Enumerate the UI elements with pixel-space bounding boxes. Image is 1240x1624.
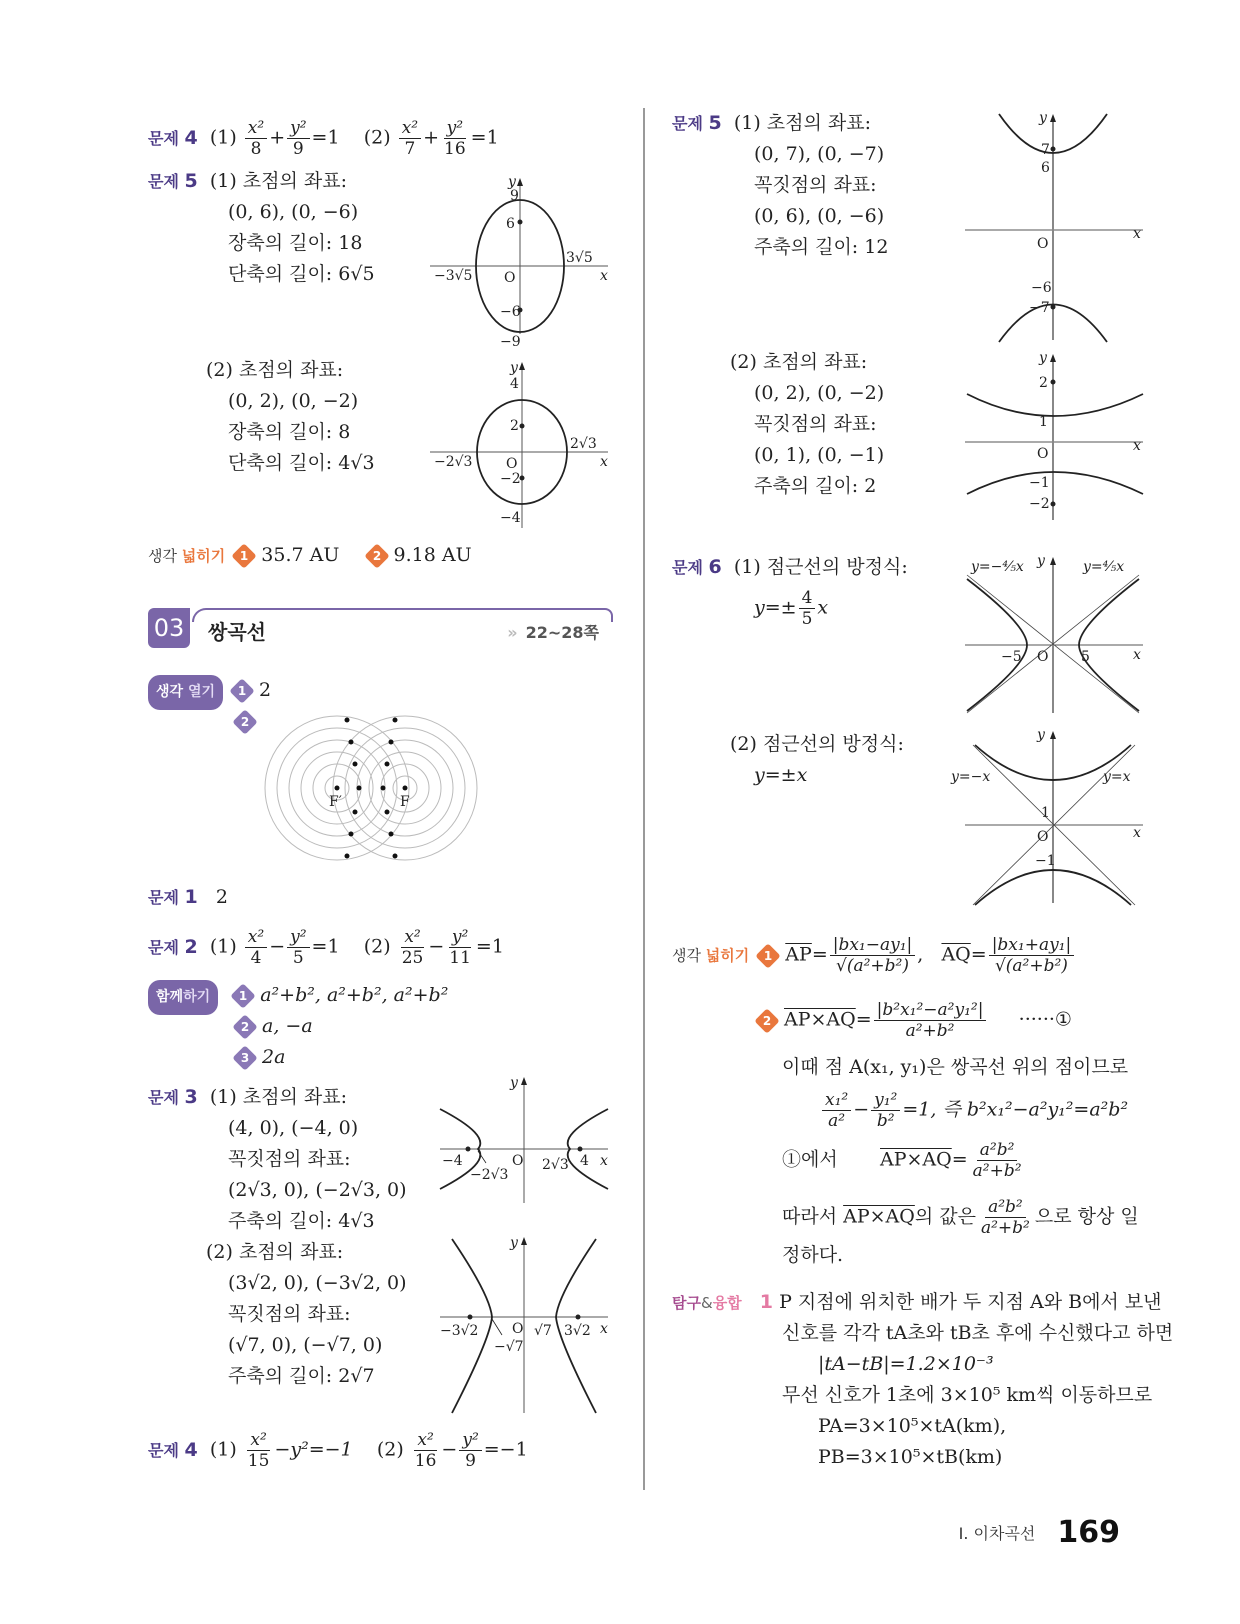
answer-line: 꼭짓점의 좌표: <box>228 1303 351 1325</box>
answer-line: (0, 6), (0, −6) <box>228 201 359 223</box>
svg-text:O: O <box>512 1153 524 1169</box>
concentric-circles-figure <box>255 710 485 860</box>
number-1-icon: 1 <box>232 543 257 568</box>
svg-text:O: O <box>504 270 516 286</box>
answer-line: 주축의 길이: 4√3 <box>228 1210 375 1232</box>
part-tag: (1) <box>209 1086 237 1108</box>
asymptote-eq-1: y=± $\frac{4}{5}$ x <box>754 588 829 629</box>
svg-text:−√7: −√7 <box>494 1339 524 1355</box>
part-tag: (2) <box>206 1241 233 1263</box>
svg-text:−2√3: −2√3 <box>434 454 473 470</box>
svg-text:F: F <box>400 794 410 810</box>
answer: 2 <box>215 886 228 908</box>
answer-line: (2√3, 0), (−2√3, 0) <box>228 1179 407 1201</box>
question-label: 문제 6 <box>672 556 722 578</box>
svg-text:x: x <box>1133 226 1141 242</box>
svg-text:y=x: y=x <box>1103 769 1131 785</box>
svg-text:4: 4 <box>510 376 519 392</box>
svg-text:2√3: 2√3 <box>542 1157 569 1173</box>
explanation-conclusion: 따라서 AP×AQ의 값은 $\frac{\text{a²b²}}{\text{a²+b²}}$ 으로 항상 일 <box>782 1197 1139 1238</box>
expand-label: 생각 넓히기 <box>672 946 750 965</box>
hyperbola-graph-4 <box>965 352 1145 522</box>
part-tag: (2) <box>730 733 757 755</box>
question-label: 문제 5 <box>148 170 198 192</box>
answer-line: (0, 2), (0, −2) <box>754 382 885 404</box>
svg-text:x: x <box>1133 825 1141 841</box>
number-3-icon: 3 <box>232 1045 257 1070</box>
svg-text:−2√3: −2√3 <box>470 1167 509 1183</box>
hyperbola-graph-3 <box>965 112 1145 342</box>
answer-line: (3√2, 0), (−3√2, 0) <box>228 1272 407 1294</box>
q6-part2: (2) 점근선의 방정식: <box>730 733 904 755</box>
svg-text:−5: −5 <box>1001 649 1022 665</box>
explore-line: PA=3×10⁵×tA(km), <box>818 1415 1007 1437</box>
fraction: $\frac{\text{x²}}{7}$ <box>399 118 421 159</box>
question-label: 문제 5 <box>672 112 722 134</box>
svg-text:y: y <box>510 360 518 376</box>
svg-text:y: y <box>1039 110 1047 126</box>
svg-text:y: y <box>510 1235 518 1251</box>
answer-line: 주축의 길이: 2√7 <box>228 1365 375 1387</box>
part-tag: (2) <box>206 359 233 381</box>
answer-line: 단축의 길이: 6√5 <box>228 263 375 285</box>
svg-text:y=−⁴⁄₅x: y=−⁴⁄₅x <box>971 559 1024 575</box>
svg-text:−3√2: −3√2 <box>440 1323 479 1339</box>
svg-text:F′: F′ <box>329 794 342 810</box>
svg-text:5: 5 <box>1081 649 1090 665</box>
asymptote-graph-2 <box>945 725 1145 905</box>
part-tag: (2) <box>363 126 391 149</box>
answer-line: (0, 1), (0, −1) <box>754 444 885 466</box>
q1 <box>148 882 228 913</box>
together-badge: 함께하기 <box>148 980 218 1015</box>
svg-text:−6: −6 <box>1031 280 1052 296</box>
hyperbola-graph-1 <box>440 1075 610 1205</box>
number-2-icon: 2 <box>232 1014 257 1039</box>
q3-part2: (2) 초점의 좌표: <box>206 1241 344 1263</box>
answer-line: 장축의 길이: 8 <box>228 421 351 443</box>
svg-text:2: 2 <box>1039 375 1048 391</box>
part-tag: (1) <box>209 126 237 149</box>
chapter-title: Ⅰ. 이차곡선 <box>958 1524 1036 1543</box>
fraction: $\frac{\text{y²}}{16}$ <box>444 118 466 159</box>
svg-text:6: 6 <box>1041 160 1050 176</box>
section-number: 03 <box>148 608 190 648</box>
svg-text:√7: √7 <box>534 1323 552 1339</box>
svg-text:3√5: 3√5 <box>566 250 593 266</box>
explore-line: PB=3×10⁵×tB(km) <box>818 1446 1003 1468</box>
number-1-icon: 1 <box>756 943 781 968</box>
asymptote-eq-2: y=±x <box>754 764 808 786</box>
svg-text:y: y <box>1039 350 1047 366</box>
part-tag: (1) <box>209 935 237 958</box>
number-2-icon: 2 <box>754 1008 779 1033</box>
explanation-line: 이때 점 A(x₁, y₁)은 쌍곡선 위의 점이므로 <box>782 1056 1129 1078</box>
answer-line: (0, 7), (0, −7) <box>754 143 885 165</box>
answer-line: (0, 2), (0, −2) <box>228 390 359 412</box>
part-tag: (1) <box>209 170 237 192</box>
together: 함께하기 1 a²+b², a²+b², a²+b² <box>148 980 448 1015</box>
svg-text:y: y <box>1037 553 1045 569</box>
answer-line: 주축의 길이: 12 <box>754 236 889 258</box>
column-divider <box>643 108 645 1490</box>
svg-text:−1: −1 <box>1029 475 1050 491</box>
explore-line: 무선 신호가 1초에 3×10⁵ km씩 이동하므로 <box>782 1384 1153 1406</box>
svg-text:x: x <box>600 268 608 284</box>
expand-thinking-right-2: 2 AP×AQ= $\frac{\text{|b²x₁²−a²y₁²|}}{\text{a²+b²}}$ ······① <box>754 1000 1072 1041</box>
answer-line: 꼭짓점의 좌표: <box>228 1148 351 1170</box>
answer-line: 주축의 길이: 2 <box>754 475 877 497</box>
part-tag: (2) <box>363 935 391 958</box>
answer-line: 초점의 좌표: <box>242 170 348 192</box>
part-tag: (2) <box>376 1438 404 1461</box>
number-1-icon: 1 <box>230 983 255 1008</box>
svg-text:x: x <box>1133 438 1141 454</box>
explanation-conclusion-end: 정하다. <box>782 1244 844 1266</box>
q5-right-part2: (2) 초점의 좌표: <box>730 351 868 373</box>
svg-text:−7: −7 <box>1029 300 1050 316</box>
question-label: 문제 4 <box>148 1438 198 1461</box>
question-label: 문제 2 <box>148 935 198 958</box>
chevron-right-icon: » <box>507 623 518 642</box>
explore-fusion: 탐구&융합 1 P 지점에 위치한 배가 두 지점 A와 B에서 보낸 <box>672 1291 1162 1313</box>
section-header <box>148 608 613 648</box>
section-title: 쌍곡선 <box>208 620 266 644</box>
svg-text:O: O <box>506 456 518 472</box>
q3: 문제 3 (1) 초점의 좌표: <box>148 1086 348 1108</box>
svg-text:1: 1 <box>1041 805 1050 821</box>
explore-line: 신호를 각각 tA초와 tB초 후에 수신했다고 하면 <box>782 1322 1174 1344</box>
svg-text:O: O <box>1037 829 1049 845</box>
fraction: $\frac{\text{y²}}{9}$ <box>287 118 309 159</box>
number-1-icon: 1 <box>229 678 254 703</box>
svg-text:−1: −1 <box>1035 853 1056 869</box>
q6: 문제 6 (1) 점근선의 방정식: <box>672 556 908 578</box>
number-2-icon: 2 <box>232 709 257 734</box>
q5-left-part2 <box>206 355 343 386</box>
q5-left <box>148 166 347 197</box>
svg-text:−2: −2 <box>1029 496 1050 512</box>
svg-text:−2: −2 <box>500 471 521 487</box>
answer-line: (4, 0), (−4, 0) <box>228 1117 359 1139</box>
svg-text:x: x <box>1133 647 1141 663</box>
svg-text:O: O <box>1037 446 1049 462</box>
ellipse-graph-1 <box>430 174 610 350</box>
explore-line: |tA−tB|=1.2×10⁻³ <box>818 1353 994 1375</box>
explanation-result: ①에서 AP×AQ= $\frac{\text{a²b²}}{\text{a²+b²}}$ <box>782 1140 1022 1181</box>
svg-text:−6: −6 <box>500 304 521 320</box>
svg-text:4: 4 <box>580 1153 589 1169</box>
q4-hyperbola: 문제 4 (1) $\frac{\text{x²}}{15}$ −y²=−1 (2) $\frac{\text{x²}}{16}$ − $\frac{\text{y²}}{9}$ =−1 <box>148 1430 528 1471</box>
svg-text:9: 9 <box>510 188 519 204</box>
part-tag: (1) <box>733 112 761 134</box>
svg-text:−3√5: −3√5 <box>434 268 473 284</box>
svg-text:−4: −4 <box>500 510 521 526</box>
svg-text:−9: −9 <box>500 334 521 350</box>
svg-text:6: 6 <box>506 216 515 232</box>
svg-text:y: y <box>510 1075 518 1091</box>
part-tag: (1) <box>733 556 761 578</box>
svg-text:y: y <box>1037 727 1045 743</box>
ellipse-graph-2 <box>430 360 610 530</box>
svg-text:O: O <box>1037 236 1049 252</box>
open-thinking-badge: 생각 열기 <box>148 675 223 710</box>
q2: 문제 2 (1) $\frac{\text{x²}}{4}$ − $\frac{\text{y²}}{5}$ =1 (2) $\frac{\text{x²}}{25}$ − $\frac{\text{y²}}{11}$ =1 <box>148 927 504 968</box>
svg-text:O: O <box>512 1321 524 1337</box>
open-thinking: 생각 열기 1 2 <box>148 675 271 710</box>
part-tag: (1) <box>209 1438 237 1461</box>
number-2-icon: 2 <box>364 543 389 568</box>
part-tag: (2) <box>730 351 757 373</box>
explore-number: 1 <box>759 1291 774 1313</box>
hyperbola-graph-2 <box>440 1235 610 1415</box>
answer-line: 장축의 길이: 18 <box>228 232 363 254</box>
page-number: 169 <box>1057 1515 1120 1550</box>
svg-text:y=−x: y=−x <box>951 769 991 785</box>
answer-line: 단축의 길이: 4√3 <box>228 452 375 474</box>
expand-thinking-right-1: 생각 넓히기 1 $\overline{AP}=$ $\frac{\text{|bx₁−ay₁|}}{\text{√(a²+b²)}}$ , $\overline{AQ}=$ $\frac{\text{|bx₁+ay₁|}}{\text{√(a²+b²)}}$ <box>672 935 1076 976</box>
svg-text:x: x <box>600 454 608 470</box>
question-label: 문제 3 <box>148 1086 198 1108</box>
svg-text:x: x <box>600 1153 608 1169</box>
q4-ellipse: 문제 4 (1) $\frac{\text{x²}}{8}$ + $\frac{\text{y²}}{9}$ =1 (2) $\frac{\text{x²}}{7}$ + $\frac{\text{y²}}{16}$ =1 <box>148 118 499 159</box>
page-footer <box>959 1515 1120 1550</box>
answer-line: 초점의 좌표: <box>238 359 344 381</box>
svg-text:O: O <box>1037 649 1049 665</box>
asymptote-graph-1 <box>965 555 1145 715</box>
answer-line: 꼭짓점의 좌표: <box>754 413 877 435</box>
explore-label: 탐구&융합 <box>672 1294 742 1312</box>
svg-text:3√2: 3√2 <box>564 1323 591 1339</box>
svg-text:y: y <box>508 174 516 190</box>
together-item-2: 2 a, −a <box>232 1011 313 1042</box>
expand-thinking-left: 생각 넓히기 1 35.7 AU 2 9.18 AU <box>148 540 472 572</box>
svg-text:2: 2 <box>510 418 519 434</box>
fraction: $\frac{\text{x²}}{8}$ <box>245 118 267 159</box>
svg-text:2√3: 2√3 <box>570 436 597 452</box>
question-label: 문제 1 <box>148 886 198 908</box>
explanation-eq: $\frac{\text{x₁²}}{\text{a²}}$ − $\frac{\text{y₁²}}{\text{b²}}$ =1, 즉 b²x₁²−a²y₁²=a²b² <box>820 1090 1128 1131</box>
svg-text:y=⁴⁄₅x: y=⁴⁄₅x <box>1083 559 1125 575</box>
answer-line: 꼭짓점의 좌표: <box>754 174 877 196</box>
question-label: 문제 4 <box>148 126 198 149</box>
answer-line: (0, 6), (0, −6) <box>754 205 885 227</box>
together-item-3: 3 2a <box>232 1042 285 1073</box>
svg-text:7: 7 <box>1041 142 1050 158</box>
q5-right: 문제 5 (1) 초점의 좌표: <box>672 112 872 134</box>
svg-text:x: x <box>600 1321 608 1337</box>
section-pages: » 22~28쪽 <box>507 623 599 642</box>
expand-label: 생각 넓히기 <box>148 547 226 565</box>
answer-line: (√7, 0), (−√7, 0) <box>228 1334 383 1356</box>
svg-text:1: 1 <box>1039 414 1048 430</box>
svg-text:−4: −4 <box>442 1153 463 1169</box>
